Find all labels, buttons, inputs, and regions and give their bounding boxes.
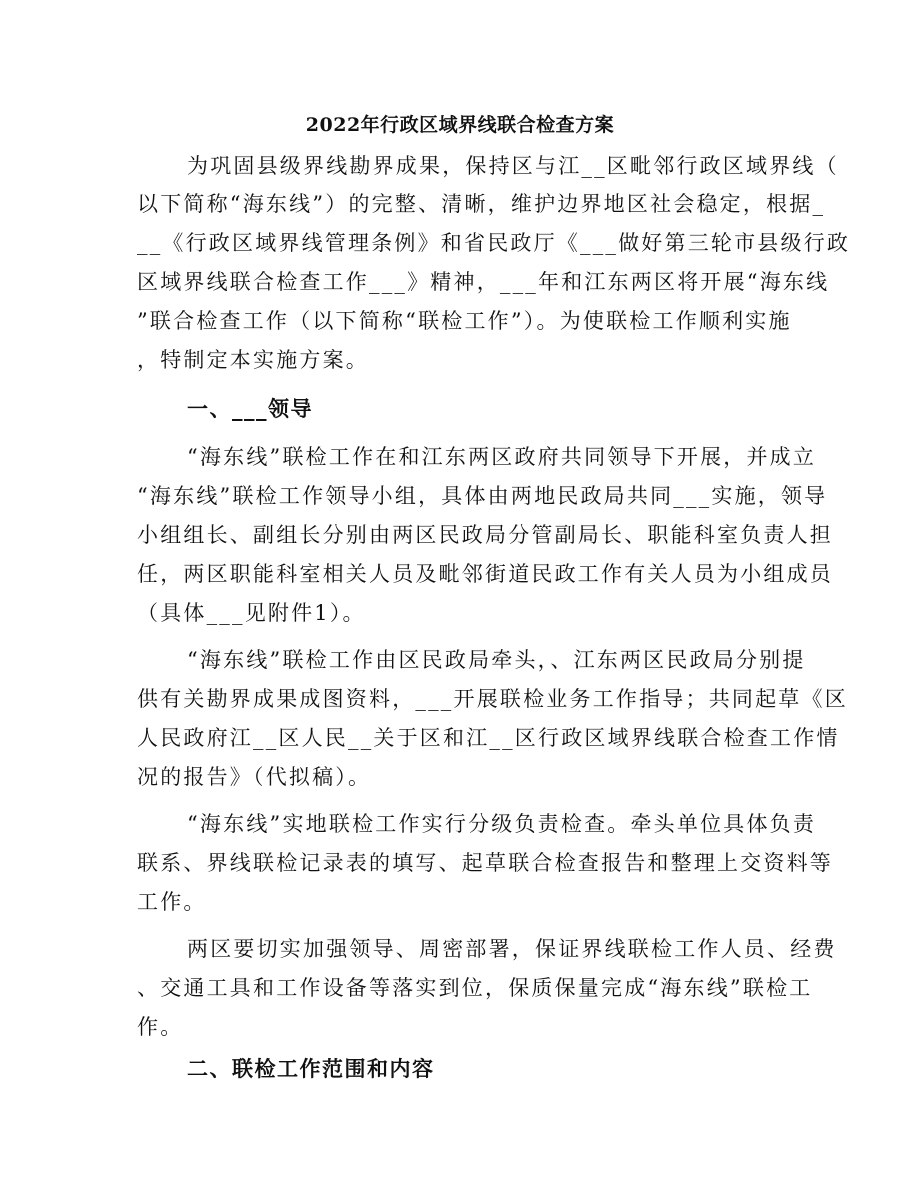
paragraph-line: 任，两区职能科室相关人员及毗邻街道民政工作有关人员为小组成员: [137, 562, 833, 586]
paragraph-line: （具体___见附件1）。: [137, 601, 366, 625]
document-title: 2022年行政区域界线联合检查方案: [305, 114, 615, 136]
paragraph-line: __《行政区域界线管理条例》和省民政厅《___做好第三轮市县级行政: [137, 231, 851, 255]
paragraph-line: 以下简称“海东线”）的完整、清晰，维护边界地区社会稳定，根据_: [137, 192, 826, 216]
paragraph-line: 、交通工具和工作设备等落实到位，保质保量完成“海东线”联检工: [137, 976, 813, 1000]
section-heading: 二、联检工作范围和内容: [187, 1056, 435, 1081]
section-heading: 一、___领导: [187, 396, 313, 421]
paragraph-line: 况的报告》（代拟稿）。: [137, 765, 372, 789]
paragraph-line: 两区要切实加强领导、周密部署，保证界线联检工作人员、经费: [187, 937, 837, 961]
paragraph-line: 人民政府江__区人民__关于区和江__区行政区域界线联合检查工作情: [137, 726, 840, 750]
paragraph-line: “海东线”实地联检工作实行分级负责检查。牵头单位具体负责: [187, 812, 817, 836]
paragraph-line: “海东线”联检工作领导小组，具体由两地民政局共同___实施，领导: [137, 484, 828, 508]
paragraph-line: 作。: [137, 1015, 184, 1039]
paragraph-line: “海东线”联检工作由区民政局牵头，、江东两区民政局分别提: [187, 648, 806, 672]
paragraph-line: 区域界线联合检查工作___》精神，___年和江东两区将开展“海东线: [137, 270, 830, 294]
paragraph-line: ，特制定本实施方案。: [137, 348, 369, 372]
paragraph-line: 工作。: [137, 890, 207, 914]
paragraph-line: 为巩固县级界线勘界成果，保持区与江__区毗邻行政区域界线（: [187, 154, 839, 178]
paragraph-line: “海东线”联检工作在和江东两区政府共同领导下开展，并成立: [187, 445, 817, 469]
paragraph-line: 联系、界线联检记录表的填写、起草联合检查报告和整理上交资料等: [137, 851, 833, 875]
paragraph-line: 小组组长、副组长分别由两区民政局分管副局长、职能科室负责人担: [137, 523, 833, 547]
paragraph-line: ”联合检查工作（以下简称“联检工作”）。为使联检工作顺利实施: [137, 309, 792, 333]
paragraph-line: 供有关勘界成果成图资料，___开展联检业务工作指导；共同起草《区: [137, 687, 848, 711]
